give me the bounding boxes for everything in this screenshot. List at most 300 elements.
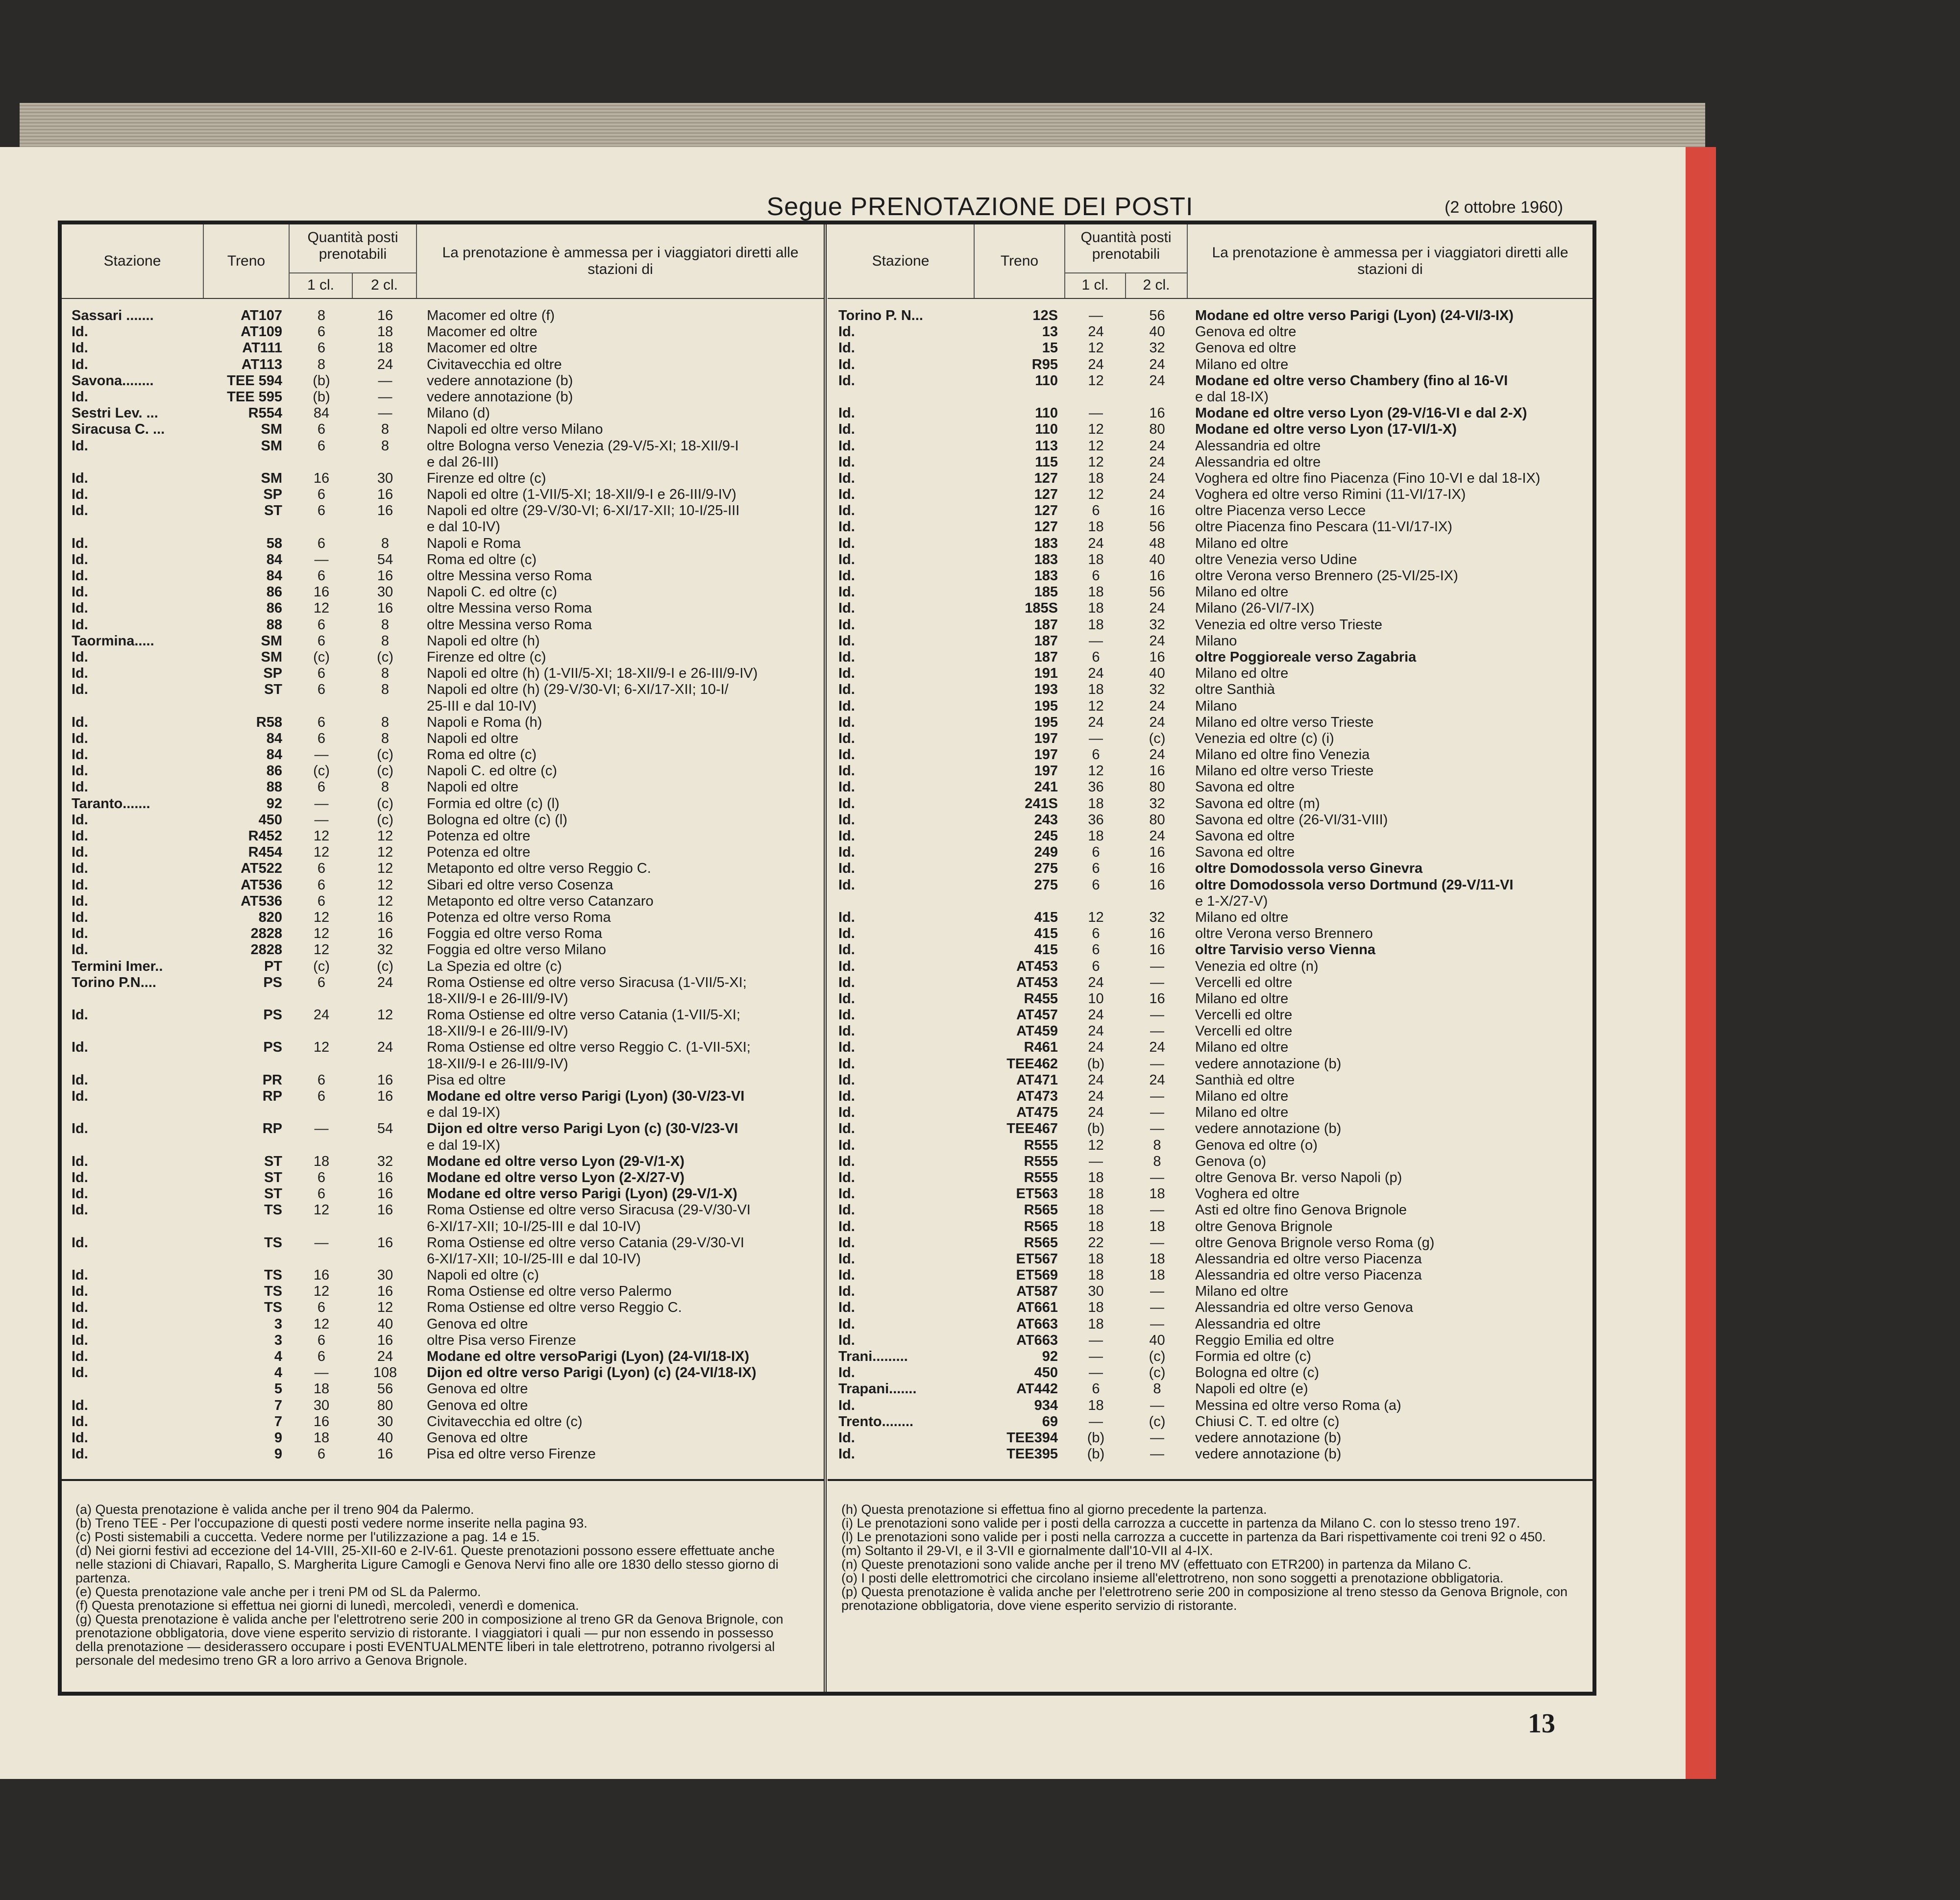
station-cell: Id.	[838, 551, 855, 568]
train-cell: 197	[1034, 763, 1058, 779]
train-cell: 92	[266, 795, 282, 812]
table-row	[62, 633, 824, 649]
first-class-cell: 12	[1088, 421, 1104, 438]
station-cell: Id.	[72, 1088, 88, 1104]
station-cell: Id.	[72, 356, 88, 372]
first-class-cell: 12	[313, 828, 330, 844]
train-cell: AT473	[1016, 1088, 1058, 1104]
table-row	[62, 1219, 824, 1235]
train-cell: 450	[1034, 1365, 1058, 1381]
station-cell: Id.	[838, 877, 855, 893]
station-cell: Id.	[72, 1234, 88, 1251]
train-cell: 86	[266, 584, 282, 600]
destination-cell: e dal 26-III)	[427, 454, 499, 470]
second-class-cell: 16	[377, 1169, 393, 1185]
destination-cell: oltre Domodossola verso Ginevra	[1195, 861, 1423, 877]
col-2cl: 2 cl.	[353, 272, 416, 299]
destination-cell: e 1-X/27-V)	[1195, 893, 1268, 909]
train-cell: 241S	[1025, 795, 1058, 812]
first-class-cell: 6	[317, 893, 326, 909]
station-cell: Id.	[838, 1039, 855, 1056]
table-row	[828, 893, 1592, 910]
destination-cell: Genova ed oltre	[427, 1381, 528, 1397]
station-cell: Id.	[838, 1365, 855, 1381]
train-cell: 86	[266, 763, 282, 779]
table-row	[828, 666, 1592, 682]
first-class-cell: 6	[317, 861, 326, 877]
first-class-cell: 24	[1088, 1088, 1104, 1104]
second-class-cell: 16	[377, 1072, 393, 1088]
train-cell: R554	[248, 405, 282, 421]
table-row	[62, 1349, 824, 1365]
second-class-cell: 12	[377, 861, 393, 877]
first-class-cell: 18	[1088, 617, 1104, 633]
table-row	[828, 1349, 1592, 1365]
station-cell: Id.	[72, 714, 88, 730]
station-cell: Id.	[838, 926, 855, 942]
station-cell: Taranto.......	[72, 795, 150, 812]
station-cell: Id.	[838, 1267, 855, 1283]
second-class-cell: 18	[377, 324, 393, 340]
first-class-cell: 18	[1088, 1169, 1104, 1185]
table-row	[828, 487, 1592, 503]
second-class-cell: 80	[1149, 779, 1165, 795]
first-class-cell: —	[314, 1365, 329, 1381]
train-cell: TS	[264, 1202, 282, 1218]
table-row	[828, 861, 1592, 877]
first-class-cell: 6	[317, 779, 326, 795]
table-row	[62, 1121, 824, 1137]
station-cell: Sestri Lev. ...	[72, 405, 158, 421]
destination-cell: vedere annotazione (b)	[1195, 1121, 1342, 1137]
train-cell: 241	[1034, 779, 1058, 795]
second-class-cell: —	[1150, 1105, 1164, 1121]
station-cell: Termini Imer..	[72, 958, 163, 974]
station-cell: Id.	[72, 438, 88, 454]
second-class-cell: 8	[381, 617, 390, 633]
first-class-cell: 18	[1088, 682, 1104, 698]
destination-cell: Napoli e Roma (h)	[427, 714, 542, 730]
station-cell: Id.	[838, 1300, 855, 1316]
first-class-cell: 6	[1092, 1381, 1100, 1397]
first-class-cell: 12	[1088, 1137, 1104, 1153]
table-row	[62, 796, 824, 812]
table-row	[62, 308, 824, 324]
first-class-cell: 16	[313, 1267, 330, 1283]
timetable-page	[0, 147, 1686, 1779]
station-cell: Id.	[72, 535, 88, 551]
table-row	[62, 1170, 824, 1186]
first-class-cell: 12	[1088, 698, 1104, 714]
train-cell: 69	[1042, 1413, 1058, 1430]
destination-cell: Modane ed oltre verso Lyon (2-X/27-V)	[427, 1169, 685, 1185]
first-class-cell: —	[1089, 1153, 1103, 1169]
second-class-cell: 30	[377, 584, 393, 600]
second-class-cell: 40	[1149, 324, 1165, 340]
train-cell: RP	[262, 1121, 282, 1137]
destination-cell: Milano ed oltre	[1195, 990, 1289, 1007]
table-row	[62, 503, 824, 519]
table-row	[828, 519, 1592, 535]
second-class-cell: 16	[377, 1332, 393, 1348]
left-rows	[62, 308, 824, 1462]
first-class-cell: —	[314, 795, 329, 812]
destination-cell: vedere annotazione (b)	[1195, 1446, 1342, 1462]
footnote: (b) Treno TEE - Per l'occupazione di questi posti vedere norme inserite nella pagina 93.	[75, 1516, 588, 1530]
first-class-cell: 16	[313, 1413, 330, 1430]
second-class-cell: 8	[381, 421, 390, 438]
station-cell: Id.	[838, 324, 855, 340]
second-class-cell: 24	[1149, 438, 1165, 454]
second-class-cell: 30	[377, 470, 393, 486]
destination-cell: Milano ed oltre	[1195, 584, 1289, 600]
page-title: Segue PRENOTAZIONE DEI POSTI	[766, 193, 1194, 221]
destination-cell: Alessandria ed oltre	[1195, 454, 1321, 470]
destination-cell: Roma Ostiense ed oltre verso Reggio C.	[427, 1300, 682, 1316]
second-class-cell: —	[378, 405, 392, 421]
second-class-cell: 56	[1149, 584, 1165, 600]
table-row	[62, 373, 824, 389]
station-cell: Id.	[72, 812, 88, 828]
col-quantita-label: Quantità posti prenotabili	[1080, 229, 1172, 262]
second-class-cell: 18	[1149, 1267, 1165, 1283]
destination-cell: Napoli ed oltre (29-V/30-VI; 6-XI/17-XII; 10-I/25-III	[427, 503, 740, 519]
table-row	[62, 1039, 824, 1056]
destination-cell: Milano ed oltre	[1195, 1039, 1289, 1056]
station-cell: Id.	[838, 714, 855, 730]
first-class-cell: 12	[313, 1316, 330, 1332]
first-class-cell: 24	[1088, 714, 1104, 730]
first-class-cell: (b)	[1087, 1446, 1105, 1462]
first-class-cell: 6	[317, 617, 326, 633]
destination-cell: Napoli C. ed oltre (c)	[427, 584, 557, 600]
first-class-cell: (c)	[313, 958, 330, 974]
second-class-cell: 12	[377, 893, 393, 909]
first-class-cell: (c)	[313, 649, 330, 665]
table-row	[62, 324, 824, 340]
table-row	[62, 1202, 824, 1218]
table-row	[62, 1105, 824, 1121]
station-cell: Taormina.....	[72, 633, 154, 649]
destination-cell: Voghera ed oltre	[1195, 1186, 1299, 1202]
train-cell: 415	[1034, 909, 1058, 925]
destination-cell: Roma Ostiense ed oltre verso Catania (1-VII/5-XI;	[427, 1007, 740, 1023]
first-class-cell: 84	[313, 405, 330, 421]
first-class-cell: 18	[1088, 1316, 1104, 1332]
col-stazione: Stazione	[828, 224, 975, 298]
train-cell: 84	[266, 747, 282, 763]
footnote: (h) Questa prenotazione si effettua fino al giorno precedente la partenza.	[841, 1502, 1267, 1517]
second-class-cell: 12	[377, 1007, 393, 1023]
train-cell: AT113	[241, 356, 282, 372]
col-quantita	[290, 224, 417, 298]
station-cell: Id.	[72, 926, 88, 942]
first-class-cell: 6	[317, 682, 326, 698]
train-cell: 7	[274, 1413, 282, 1430]
table-row	[62, 747, 824, 763]
destination-cell: Formia ed oltre (c) (l)	[427, 795, 560, 812]
col-2cl: 2 cl.	[1126, 272, 1187, 299]
station-cell: Id.	[838, 1072, 855, 1088]
destination-cell: Milano ed oltre	[1195, 356, 1289, 372]
destination-cell: Napoli ed oltre (c)	[427, 1267, 539, 1283]
station-cell: Id.	[838, 340, 855, 356]
second-class-cell: 16	[377, 1088, 393, 1104]
destination-cell: Voghera ed oltre verso Rimini (11-VI/17-IX)	[1195, 487, 1466, 503]
second-class-cell: —	[1150, 1234, 1164, 1251]
destination-cell: Vercelli ed oltre	[1195, 1023, 1293, 1039]
destination-cell: Roma ed oltre (c)	[427, 747, 537, 763]
destination-cell: oltre Genova Brignole	[1195, 1218, 1333, 1234]
table-row	[828, 1039, 1592, 1056]
first-class-cell: 12	[1088, 372, 1104, 389]
table-row	[62, 487, 824, 503]
table-row	[828, 1414, 1592, 1430]
first-class-cell: 8	[317, 308, 326, 323]
station-cell: Id.	[838, 1153, 855, 1169]
destination-cell: Savona ed oltre	[1195, 844, 1295, 861]
first-class-cell: 24	[1088, 666, 1104, 682]
train-cell: 110	[1035, 421, 1058, 438]
destination-cell: 25-III e dal 10-IV)	[427, 698, 537, 714]
table-row	[62, 519, 824, 535]
destination-cell: Milano ed oltre	[1195, 666, 1289, 682]
table-row	[62, 1398, 824, 1414]
second-class-cell: 24	[1149, 372, 1165, 389]
first-class-cell: 12	[1088, 763, 1104, 779]
station-cell: Id.	[72, 893, 88, 909]
destination-cell: Genova (o)	[1195, 1153, 1267, 1169]
second-class-cell: 54	[377, 1121, 393, 1137]
train-cell: 187	[1034, 649, 1058, 665]
station-cell: Id.	[838, 1234, 855, 1251]
first-class-cell: 18	[313, 1430, 330, 1446]
train-cell: 110	[1035, 372, 1058, 389]
footnote: (c) Posti sistemabili a cuccetta. Vedere norme per l'utilizzazione a pag. 14 e 15.	[75, 1530, 540, 1544]
second-class-cell: 32	[1149, 682, 1165, 698]
train-cell: R58	[256, 714, 282, 730]
train-cell: 415	[1034, 942, 1058, 958]
station-cell: Id.	[72, 666, 88, 682]
table-row	[828, 682, 1592, 698]
second-class-cell: 16	[377, 926, 393, 942]
station-cell: Id.	[838, 1088, 855, 1104]
second-class-cell: (c)	[377, 795, 393, 812]
destination-cell: Alessandria ed oltre	[1195, 1316, 1321, 1332]
first-class-cell: (c)	[313, 763, 330, 779]
first-class-cell: 24	[1088, 535, 1104, 551]
second-class-cell: —	[1150, 1121, 1164, 1137]
train-cell: TS	[264, 1234, 282, 1251]
station-cell: Id.	[72, 1153, 88, 1169]
station-cell: Id.	[838, 1430, 855, 1446]
first-class-cell: 24	[1088, 324, 1104, 340]
train-cell: SM	[261, 438, 282, 454]
table-row	[828, 1219, 1592, 1235]
train-cell: R454	[248, 844, 282, 861]
table-row	[828, 340, 1592, 356]
first-class-cell: 6	[317, 1186, 326, 1202]
train-cell: PT	[264, 958, 282, 974]
second-class-cell: 24	[377, 356, 393, 372]
col-ammessa: La prenotazione è ammessa per i viaggiatori diretti alle stazioni di	[442, 245, 799, 277]
destination-cell: oltre Santhià	[1195, 682, 1275, 698]
station-cell: Id.	[72, 1202, 88, 1218]
destination-cell: Vercelli ed oltre	[1195, 1007, 1293, 1023]
destination-cell: Genova ed oltre (o)	[1195, 1137, 1318, 1153]
second-class-cell: 56	[377, 1381, 393, 1397]
table-row	[62, 600, 824, 617]
train-cell: 84	[266, 568, 282, 584]
first-class-cell: 6	[317, 1446, 326, 1462]
table-row	[62, 763, 824, 779]
first-class-cell: 12	[313, 1283, 330, 1300]
col-quantita-label: Quantità posti prenotabili	[307, 229, 398, 262]
right-footnotes	[828, 1479, 1592, 1692]
second-class-cell: 24	[1149, 828, 1165, 844]
first-class-cell: —	[314, 1121, 329, 1137]
footnote: (l) Le prenotazioni sono valide per i posti nella carrozza a cuccette in partenza da Bari rispettivamente coi treni 92 o 450.	[841, 1530, 1546, 1544]
station-cell: Id.	[72, 877, 88, 893]
train-cell: 13	[1042, 324, 1058, 340]
train-cell: R555	[1024, 1169, 1058, 1185]
station-cell: Id.	[838, 666, 855, 682]
station-cell: Id.	[72, 551, 88, 568]
second-class-cell: —	[378, 372, 392, 389]
train-cell: AT587	[1016, 1283, 1058, 1300]
table-row	[828, 1137, 1592, 1154]
first-class-cell: 18	[313, 1381, 330, 1397]
train-cell: 185S	[1025, 600, 1058, 617]
train-cell: 197	[1034, 747, 1058, 763]
destination-cell: Potenza ed oltre verso Roma	[427, 909, 611, 925]
train-cell: 88	[266, 779, 282, 795]
destination-cell: Alessandria ed oltre verso Piacenza	[1195, 1267, 1422, 1283]
second-class-cell: 16	[377, 1446, 393, 1462]
second-class-cell: 24	[1149, 487, 1165, 503]
destination-cell: Savona ed oltre	[1195, 828, 1295, 844]
station-cell: Id.	[72, 909, 88, 925]
train-cell: 4	[274, 1349, 282, 1364]
station-cell: Trapani.......	[838, 1381, 917, 1397]
first-class-cell: 12	[313, 1039, 330, 1056]
train-cell: 3	[274, 1332, 282, 1348]
train-cell: 249	[1034, 844, 1058, 861]
station-cell: Id.	[72, 1397, 88, 1413]
station-cell: Id.	[72, 1283, 88, 1300]
footnote: (m) Soltanto il 29-VI, e il 3-VII e giornalmente dall'10-VII al 4-IX.	[841, 1543, 1213, 1558]
right-table-header	[828, 224, 1592, 299]
train-cell: R565	[1024, 1234, 1058, 1251]
train-cell: SM	[261, 649, 282, 665]
destination-cell: Milano ed oltre	[1195, 1283, 1289, 1300]
table-row	[828, 308, 1592, 324]
right-rows	[828, 308, 1592, 1462]
second-class-cell: 48	[1149, 535, 1165, 551]
station-cell: Id.	[838, 470, 855, 486]
destination-cell: Dijon ed oltre verso Parigi Lyon (c) (30-V/23-VI	[427, 1121, 738, 1137]
second-class-cell: 8	[1153, 1153, 1161, 1169]
destination-cell: oltre Verona verso Brennero (25-VI/25-IX)	[1195, 568, 1458, 584]
destination-cell: Alessandria ed oltre	[1195, 438, 1321, 454]
train-cell: 195	[1034, 698, 1058, 714]
station-cell: Id.	[72, 1039, 88, 1056]
train-cell: 9	[274, 1430, 282, 1446]
destination-cell: Milano ed oltre	[1195, 535, 1289, 551]
destination-cell: Formia ed oltre (c)	[1195, 1349, 1311, 1364]
table-row	[62, 731, 824, 747]
second-class-cell: 16	[1149, 844, 1165, 861]
table-row	[828, 1300, 1592, 1316]
table-row	[828, 617, 1592, 633]
first-class-cell: 6	[1092, 926, 1100, 942]
first-class-cell: 18	[1088, 470, 1104, 486]
first-class-cell: 6	[1092, 649, 1100, 665]
table-row	[62, 682, 824, 698]
table-row	[62, 1007, 824, 1023]
table-row	[828, 796, 1592, 812]
destination-cell: Napoli ed oltre verso Milano	[427, 421, 603, 438]
station-cell: Id.	[838, 958, 855, 974]
destination-cell: Roma Ostiense ed oltre verso Reggio C. (1-VII-5XI;	[427, 1039, 751, 1056]
train-cell: AT471	[1016, 1072, 1058, 1088]
station-cell: Sassari .......	[72, 308, 154, 323]
table-row	[62, 649, 824, 666]
station-cell: Id.	[838, 568, 855, 584]
first-class-cell: 24	[1088, 974, 1104, 990]
destination-cell: Foggia ed oltre verso Milano	[427, 942, 606, 958]
table-row	[828, 584, 1592, 600]
table-row	[828, 1283, 1592, 1300]
left-table-header	[62, 224, 824, 299]
first-class-cell: 6	[1092, 844, 1100, 861]
train-cell: AT661	[1016, 1300, 1058, 1316]
station-cell: Id.	[838, 1056, 855, 1072]
station-cell: Id.	[838, 617, 855, 633]
destination-cell: oltre Messina verso Roma	[427, 617, 592, 633]
second-class-cell: 16	[1149, 942, 1165, 958]
table-row	[828, 1023, 1592, 1039]
second-class-cell: 16	[377, 600, 393, 617]
first-class-cell: 6	[317, 1072, 326, 1088]
train-cell: TEE394	[1006, 1430, 1058, 1446]
train-cell: TEE467	[1006, 1121, 1058, 1137]
station-cell: Id.	[72, 1300, 88, 1316]
table-row	[62, 421, 824, 438]
second-class-cell: 18	[1149, 1186, 1165, 1202]
train-cell: ET563	[1016, 1186, 1058, 1202]
second-class-cell: 40	[377, 1316, 393, 1332]
train-cell: TS	[264, 1300, 282, 1316]
train-cell: ST	[264, 682, 282, 698]
station-cell: Id.	[838, 372, 855, 389]
train-cell: 4	[274, 1365, 282, 1381]
destination-cell: Milano ed oltre fino Venezia	[1195, 747, 1370, 763]
table-row	[828, 1056, 1592, 1072]
station-cell: Id.	[72, 487, 88, 503]
first-class-cell: 12	[313, 942, 330, 958]
train-cell: 243	[1034, 812, 1058, 828]
second-class-cell: 8	[381, 714, 390, 730]
destination-cell: oltre Genova Br. verso Napoli (p)	[1195, 1169, 1402, 1185]
table-row	[828, 1430, 1592, 1446]
destination-cell: 18-XII/9-I e 26-III/9-IV)	[427, 990, 568, 1007]
station-cell: Id.	[72, 1186, 88, 1202]
table-row	[828, 844, 1592, 861]
destination-cell: Metaponto ed oltre verso Reggio C.	[427, 861, 651, 877]
col-stazione: Stazione	[62, 224, 204, 298]
destination-cell: Roma ed oltre (c)	[427, 551, 537, 568]
